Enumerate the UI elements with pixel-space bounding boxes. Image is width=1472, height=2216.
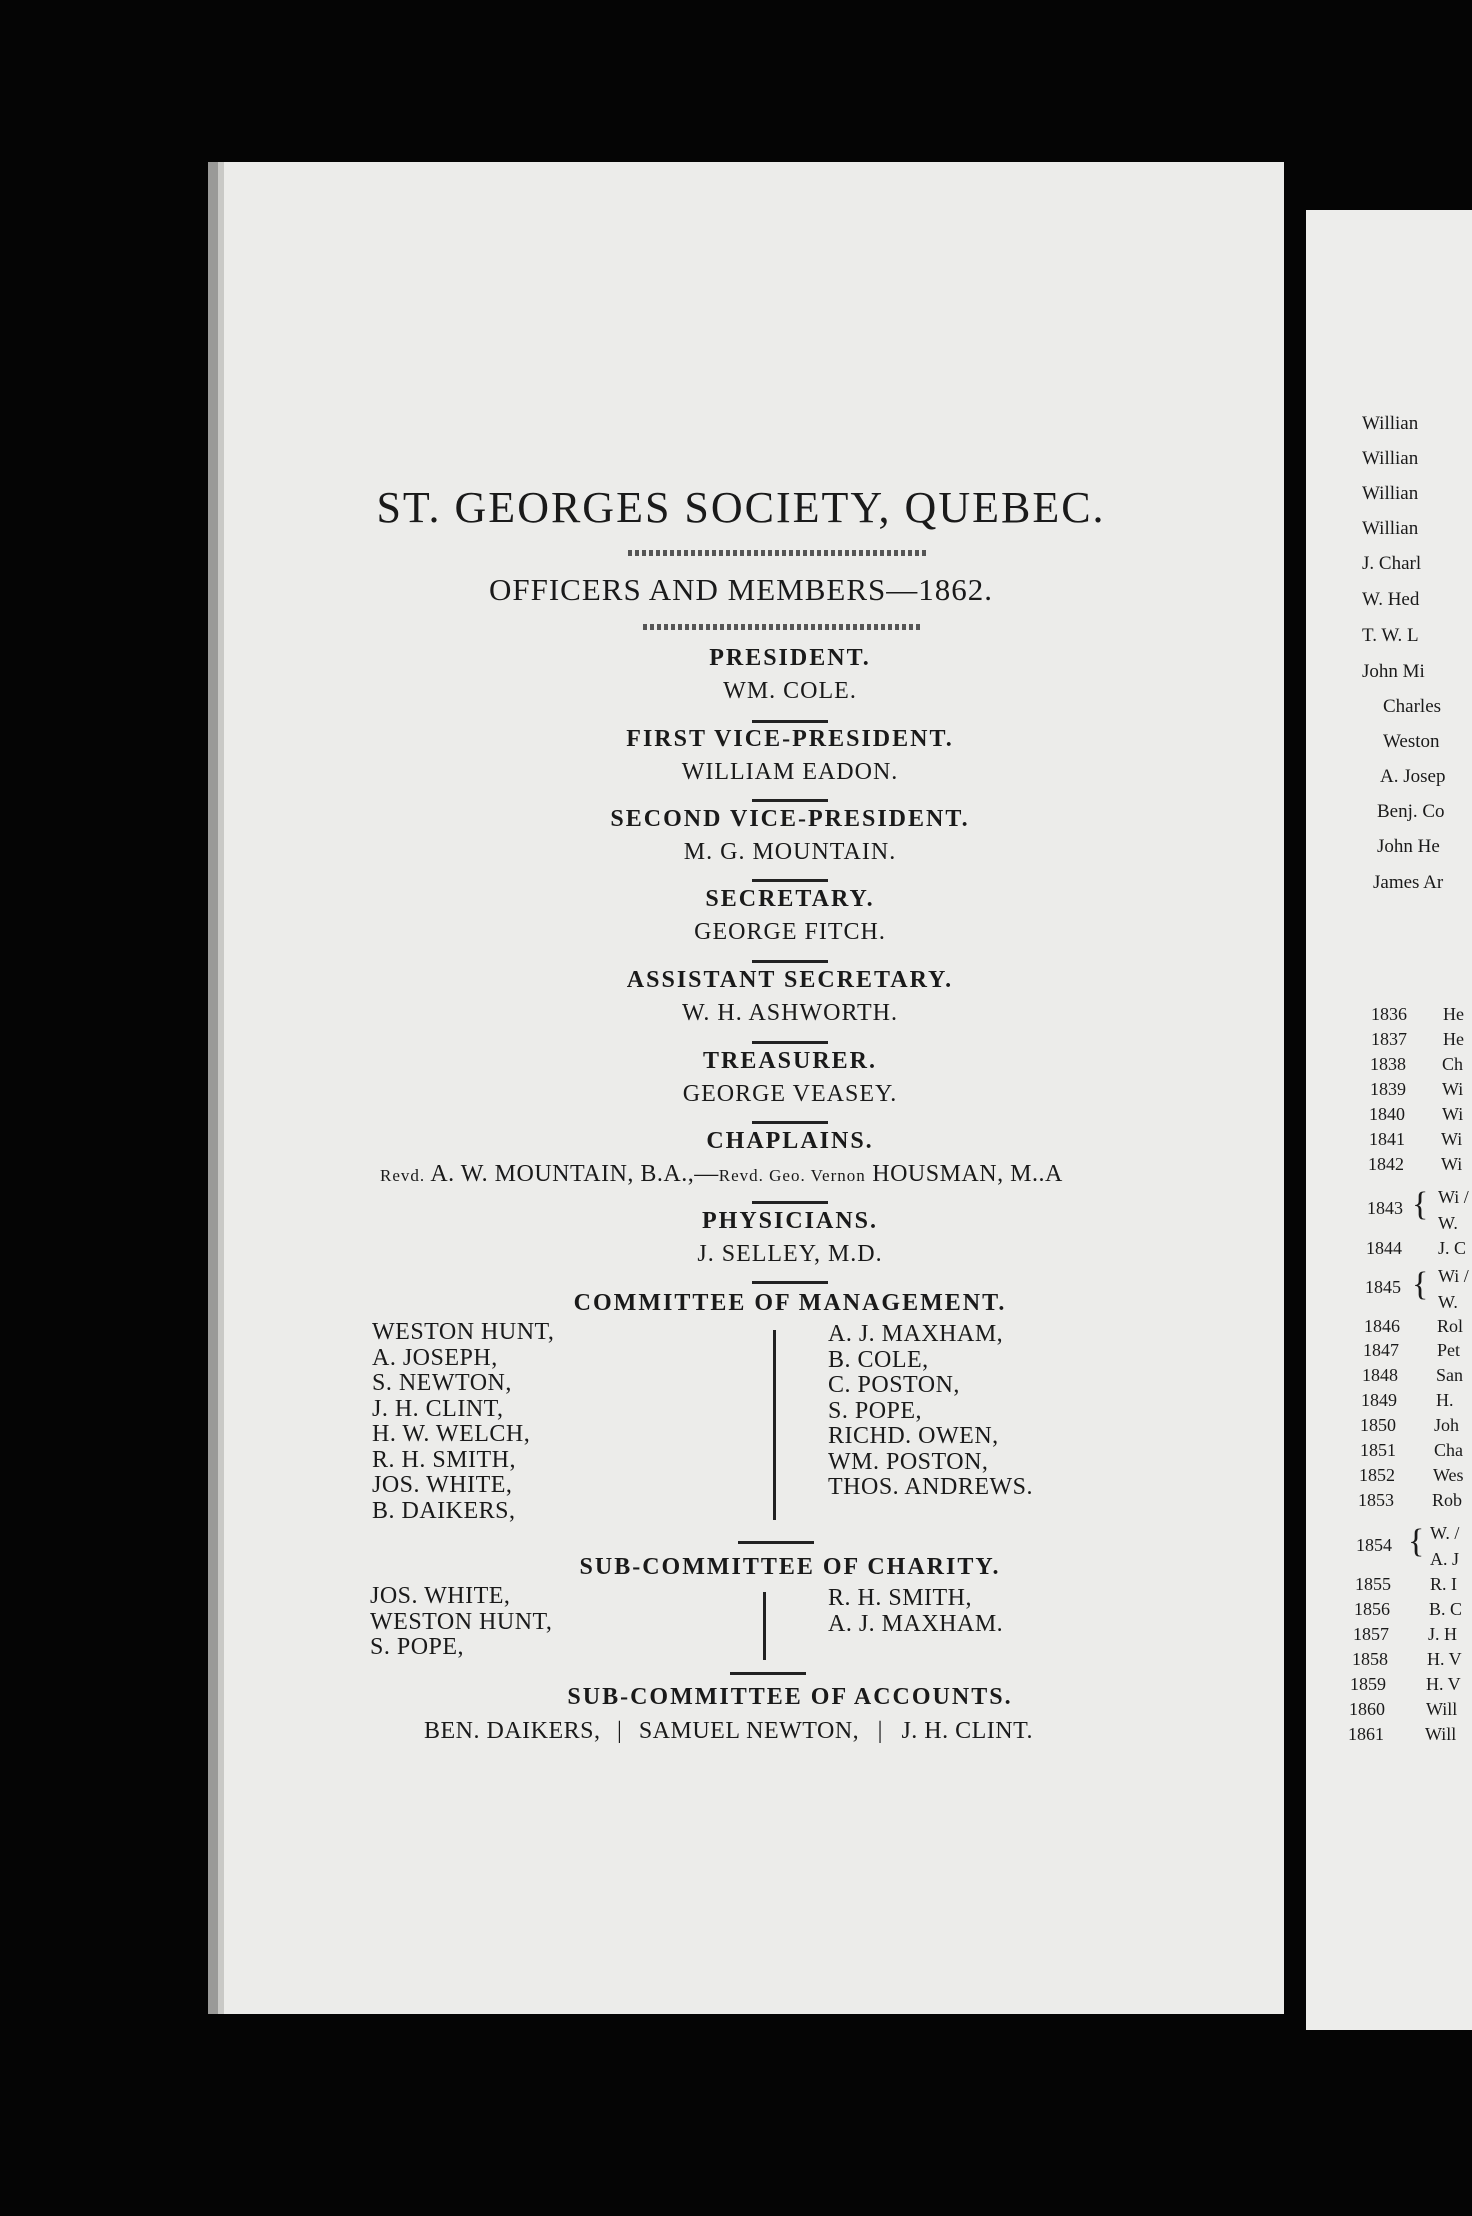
right-name: T. W. L (1362, 625, 1419, 646)
year-entry: W. / A. J (1430, 1523, 1460, 1569)
year-entry: Rol (1437, 1316, 1464, 1336)
chaplains-line (380, 1161, 1063, 1188)
year-entry: H. V (1427, 1649, 1462, 1669)
office-name: GEORGE VEASEY. (682, 1081, 898, 1107)
year-entry: Wi / W. (1438, 1266, 1469, 1312)
section-rule (752, 1121, 828, 1124)
year-entry: H. (1436, 1390, 1454, 1410)
section-rule (752, 960, 828, 963)
year: 1843 (1367, 1198, 1403, 1218)
right-name: Willian (1362, 448, 1419, 469)
section-rule (730, 1672, 806, 1675)
office-name: M. G. MOUNTAIN. (683, 839, 897, 865)
office-name: W. H. ASHWORTH. (681, 1000, 898, 1026)
office-heading: FIRST VICE-PRESIDENT. (626, 726, 954, 752)
year: 1855 (1355, 1574, 1391, 1594)
year-entry: H. V (1426, 1674, 1461, 1694)
year-entry: Wi (1441, 1129, 1463, 1149)
year-entry: He (1443, 1029, 1464, 1049)
year-entry: Pet (1437, 1340, 1461, 1360)
page-subtitle: OFFICERS AND MEMBERS—1862. (488, 572, 994, 607)
section-rule (752, 1041, 828, 1044)
office-heading: PRESIDENT. (709, 645, 871, 671)
year: 1837 (1371, 1029, 1407, 1049)
year: 1842 (1368, 1154, 1404, 1174)
member-name: H. W. WELCH, (372, 1421, 531, 1447)
committee-management-heading: COMMITTEE OF MANAGEMENT. (573, 1290, 1007, 1316)
year: 1839 (1370, 1079, 1406, 1099)
office-heading: SECOND VICE-PRESIDENT. (610, 806, 970, 832)
member-name: A. J. MAXHAM. (828, 1610, 1004, 1637)
right-name: Charles (1383, 696, 1442, 717)
member-name: A. J. MAXHAM, (828, 1321, 1004, 1347)
charity-heading: SUB-COMMITTEE OF CHARITY. (579, 1554, 1001, 1580)
right-name: James Ar (1373, 872, 1444, 893)
member-name: BEN. DAIKERS, (424, 1718, 601, 1744)
year: 1859 (1350, 1674, 1386, 1694)
separator: | (617, 1718, 623, 1744)
year: 1853 (1358, 1490, 1394, 1510)
year: 1838 (1370, 1054, 1406, 1074)
right-name: J. Charl (1362, 553, 1422, 574)
year: 1845 (1365, 1277, 1401, 1297)
office-name: WILLIAM EADON. (681, 759, 899, 785)
year-entry: Rob (1432, 1490, 1463, 1510)
year-entry: Wi (1442, 1079, 1464, 1099)
brace-glyph: { (1412, 1266, 1429, 1303)
year: 1854 (1356, 1535, 1392, 1555)
member-name: J. H. CLINT. (901, 1718, 1034, 1744)
member-name: R. H. SMITH, (372, 1446, 517, 1473)
year-entry: Ch (1442, 1054, 1464, 1074)
year: 1846 (1364, 1316, 1400, 1336)
year: 1849 (1361, 1390, 1397, 1410)
member-name: S. POPE, (370, 1634, 465, 1660)
year: 1857 (1353, 1624, 1389, 1644)
separator: | (877, 1718, 883, 1744)
wavy-divider (628, 550, 928, 556)
year-entry: Wes (1433, 1465, 1464, 1485)
brace-glyph: { (1412, 1186, 1429, 1223)
wavy-divider (643, 624, 923, 630)
office-name: WM. COLE. (723, 678, 857, 704)
member-name: C. POSTON, (828, 1372, 960, 1398)
member-name: R. H. SMITH, (828, 1585, 973, 1611)
year-entry: J. C (1438, 1238, 1467, 1258)
year-entry: B. C (1429, 1599, 1463, 1619)
section-rule (752, 720, 828, 723)
member-name: B. DAIKERS, (372, 1497, 516, 1524)
physicians-heading: PHYSICIANS. (701, 1208, 879, 1234)
right-name: Willian (1362, 483, 1419, 504)
committee-right-column (828, 1322, 1033, 1501)
section-rule (752, 1281, 828, 1284)
year: 1841 (1369, 1129, 1405, 1149)
year: 1850 (1360, 1415, 1396, 1435)
right-name: W. Hed (1362, 589, 1420, 610)
chaplain-title: Revd. (380, 1166, 426, 1185)
office-heading: ASSISTANT SECRETARY. (626, 967, 954, 993)
year-entry: Cha (1434, 1440, 1463, 1460)
member-name: WESTON HUNT, (370, 1608, 553, 1635)
year: 1851 (1360, 1440, 1396, 1460)
year: 1860 (1349, 1699, 1385, 1719)
member-name: S. NEWTON, (372, 1370, 512, 1396)
member-name: WM. POSTON, (828, 1448, 989, 1475)
accounts-heading: SUB-COMMITTEE OF ACCOUNTS. (567, 1684, 1013, 1710)
charity-right-column (828, 1586, 1003, 1637)
section-rule (752, 799, 828, 802)
member-name: WESTON HUNT, (372, 1319, 555, 1345)
office-heading: SECRETARY. (705, 886, 875, 912)
year-entry: He (1443, 1004, 1464, 1024)
column-divider (773, 1330, 776, 1520)
charity-left-column (370, 1584, 552, 1661)
year: 1840 (1369, 1104, 1405, 1124)
year-entry: Joh (1434, 1415, 1460, 1435)
year: 1844 (1366, 1238, 1402, 1258)
chaplain-name: A. W. MOUNTAIN, B.A.,— (430, 1161, 719, 1187)
year: 1858 (1352, 1649, 1388, 1669)
column-divider (763, 1592, 766, 1660)
year-entry: Will (1426, 1699, 1458, 1719)
physician-name: J. SELLEY, M.D. (697, 1241, 883, 1267)
section-rule (738, 1541, 814, 1544)
year-entry: San (1436, 1365, 1463, 1385)
member-name: JOS. WHITE, (372, 1472, 513, 1498)
right-name: Benj. Co (1377, 801, 1445, 822)
section-rule (752, 1201, 828, 1204)
right-name: John Mi (1362, 661, 1425, 682)
year-entry: Wi (1442, 1104, 1464, 1124)
member-name: THOS. ANDREWS. (828, 1474, 1034, 1500)
page-title: ST. GEORGES SOCIETY, QUEBEC. (376, 483, 1106, 532)
office-name: GEORGE FITCH. (694, 919, 886, 945)
year-entry: Wi (1441, 1154, 1463, 1174)
year: 1848 (1362, 1365, 1398, 1385)
member-name: A. JOSEPH, (372, 1344, 498, 1371)
right-name: Willian (1362, 518, 1419, 539)
year: 1852 (1359, 1465, 1395, 1485)
year: 1836 (1371, 1004, 1407, 1024)
right-name: A. Josep (1380, 766, 1446, 787)
member-name: B. COLE, (828, 1346, 929, 1373)
year: 1861 (1348, 1724, 1384, 1744)
accounts-line (424, 1718, 1033, 1745)
year: 1856 (1354, 1599, 1390, 1619)
member-name: JOS. WHITE, (370, 1583, 511, 1609)
committee-left-column (372, 1320, 554, 1524)
member-name: RICHD. OWEN, (828, 1423, 999, 1449)
member-name: J. H. CLINT, (372, 1395, 504, 1422)
year-entry: Wi / W. (1438, 1187, 1469, 1233)
year-entry: R. I (1430, 1574, 1457, 1594)
year: 1847 (1363, 1340, 1399, 1360)
office-heading: TREASURER. (702, 1048, 878, 1074)
brace-glyph: { (1408, 1523, 1425, 1560)
right-name: Willian (1362, 413, 1419, 434)
right-name: John He (1377, 836, 1440, 857)
member-name: S. POPE, (828, 1397, 923, 1424)
chaplain-name: HOUSMAN, M..A (872, 1161, 1063, 1187)
year-entry: J. H (1428, 1624, 1458, 1644)
year-entry: Will (1425, 1724, 1457, 1744)
right-name: Weston (1383, 731, 1440, 752)
chaplains-heading: CHAPLAINS. (706, 1128, 874, 1154)
member-name: SAMUEL NEWTON, (638, 1718, 860, 1744)
section-rule (752, 879, 828, 882)
chaplain-title: Revd. Geo. Vernon (718, 1166, 866, 1185)
